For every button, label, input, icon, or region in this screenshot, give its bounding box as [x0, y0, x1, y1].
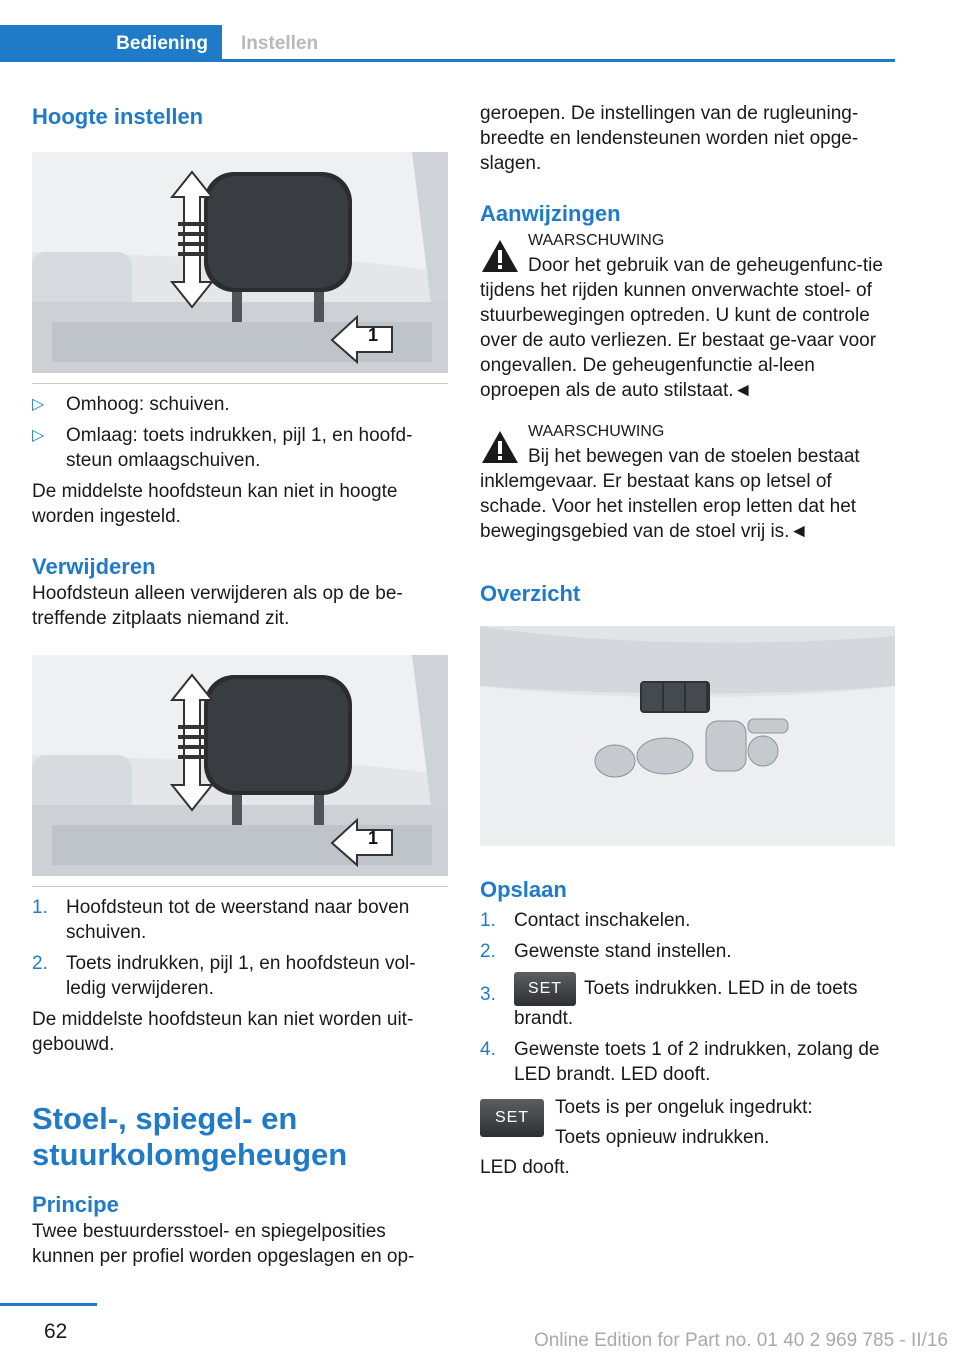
tab-instellen[interactable]: Instellen	[241, 32, 319, 54]
right-column	[480, 95, 896, 1180]
footer-line	[0, 1303, 97, 1306]
list-item: ▷ Omhoog: schuiven.	[32, 394, 230, 415]
tip-block	[480, 1095, 896, 1150]
warning-2	[480, 423, 896, 544]
left-column	[32, 95, 448, 1269]
figure-arrow-label: 1	[368, 828, 379, 848]
warning-text: Door het gebruik van de geheugenfunc-tie tijdens het rijden kunnen onverwachte stoel- of stuurbewegingen optreden. U kunt de controle over de auto verliezen. Er bestaat ge-vaar voor ongevallen. De geheugenfunctie al-leen oproepen als de auto stilstaat.◄	[480, 255, 883, 401]
header-tabbar	[0, 0, 895, 62]
list-opslaan	[480, 908, 896, 1087]
figure-arrow-label: 1	[368, 325, 379, 345]
heading-overzicht: Overzicht	[480, 581, 581, 606]
figure-headrest-remove	[32, 655, 448, 876]
tip-text-1: Toets is per ongeluk ingedrukt:	[555, 1097, 813, 1118]
list-verwijderen	[32, 895, 448, 1001]
list-item: 1. Contact inschakelen.	[480, 910, 691, 931]
text-verwijderen: Hoofdsteun alleen verwijderen als op de be-treffende zitplaats niemand zit.	[32, 583, 403, 629]
text-led-dooft: LED dooft.	[480, 1157, 570, 1178]
list-item: ▷ Omlaag: toets indrukken, pijl 1, en hoofd-steun omlaagschuiven.	[32, 425, 413, 471]
tab-bediening[interactable]: Bediening	[0, 25, 222, 62]
headrest-illustration	[32, 152, 448, 373]
heading-principe: Principe	[32, 1192, 119, 1217]
list-item: 4. Gewenste toets 1 of 2 indrukken, zolang de LED brandt. LED dooft.	[480, 1039, 880, 1085]
seat-controls-illustration	[480, 626, 895, 846]
list-item: 2. Toets indrukken, pijl 1, en hoofdsteun vol-ledig verwijderen.	[32, 953, 416, 999]
text-continuation: geroepen. De instellingen van de rugleuning-breedte en lendensteunen worden niet opge-slagen.	[480, 103, 859, 174]
footer-watermark: Online Edition for Part no. 01 40 2 969 785 - II/16	[533, 1330, 948, 1351]
warning-triangle-icon	[480, 429, 520, 465]
tip-text-2: Toets opnieuw indrukken.	[555, 1127, 770, 1148]
heading-aanwijzingen: Aanwijzingen	[480, 201, 621, 226]
text-principe: Twee bestuurdersstoel- en spiegelposities kunnen per profiel worden opgeslagen en op-	[32, 1221, 415, 1267]
headrest-illustration	[32, 655, 448, 876]
note-hoogte: De middelste hoofdsteun kan niet in hoogte worden ingesteld.	[32, 481, 398, 527]
note-verwijderen: De middelste hoofdsteun kan niet worden uit-gebouwd.	[32, 1009, 414, 1055]
figure-seat-controls	[480, 626, 895, 846]
warning-title: WAARSCHUWING	[528, 423, 665, 440]
list-item: 2. Gewenste stand instellen.	[480, 941, 732, 962]
figure-headrest-height	[32, 152, 448, 373]
list-item: 1. Hoofdsteun tot de weerstand naar boven schuiven.	[32, 897, 410, 943]
heading-verwijderen: Verwijderen	[32, 554, 156, 579]
page-number: 62	[44, 1320, 68, 1343]
set-button-icon: SET	[514, 972, 576, 1006]
warning-title: WAARSCHUWING	[528, 232, 665, 249]
warning-triangle-icon	[480, 238, 520, 274]
set-button-icon: SET	[480, 1099, 544, 1137]
list-hoogte	[32, 392, 448, 473]
heading-geheugen: Stoel-, spiegel- en stuurkolomgeheugen	[32, 1101, 348, 1172]
heading-opslaan: Opslaan	[480, 877, 567, 902]
warning-text: Bij het bewegen van de stoelen bestaat inklemgevaar. Er bestaat kans op letsel of schade. Voor het instellen erop letten dat het bewegingsgebied van de stoel vrij is.◄	[480, 446, 860, 542]
warning-1	[480, 232, 896, 403]
heading-hoogte-instellen: Hoogte instellen	[32, 104, 204, 129]
list-item: 3. SET Toets indrukken. LED in de toets brandt.	[480, 972, 896, 1031]
